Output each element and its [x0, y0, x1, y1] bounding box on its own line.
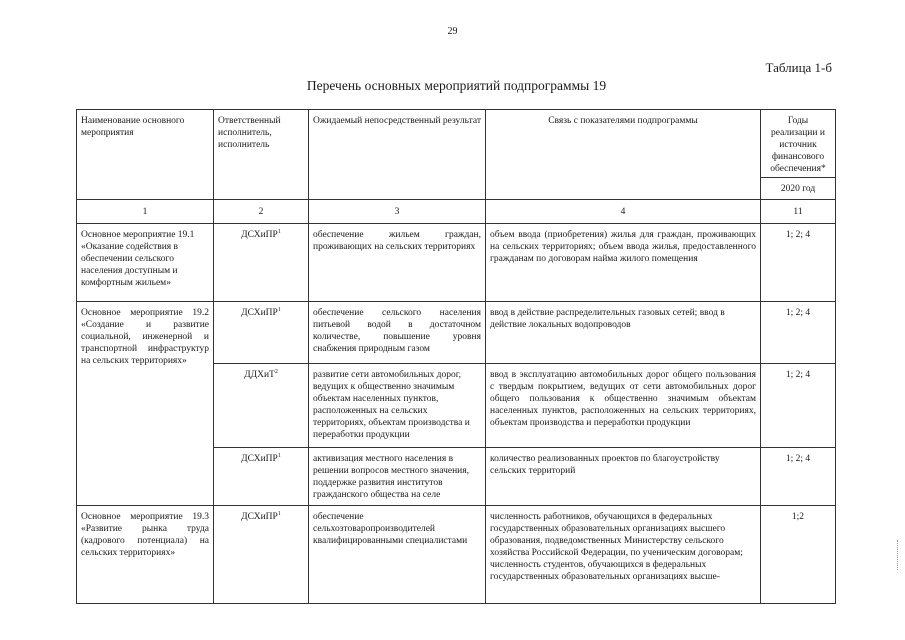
header-result: Ожидаемый непосредственный результат	[309, 110, 486, 200]
column-number: 3	[309, 200, 486, 224]
years-cell: 1;2	[761, 506, 836, 604]
executor-cell	[214, 506, 309, 604]
header-row	[77, 110, 836, 178]
result-cell: обеспечение сельхозтоваропроизводителей квалифицированными специалистами	[309, 506, 486, 604]
executor-note: 1	[277, 306, 281, 313]
years-cell: 1; 2; 4	[761, 302, 836, 364]
indicators-cell: количество реализованных проектов по благоустройству сельских территорий	[486, 448, 761, 506]
result-cell: обеспечение сельского населения питьевой водой в достаточном количестве, повышение уровня снабжения природным газом	[309, 302, 486, 364]
header-activity: Наименование основного мероприятия	[77, 110, 214, 200]
header-years: Годы реализации и источник финансового обеспечения*	[761, 110, 836, 178]
result-cell: развитие сети автомобильных дорог, ведущих к общественно значимым объектам населенных пунктов, расположенных на сельских территориях, объектам производства и переработки продукции	[309, 364, 486, 448]
activity-cell: Основное мероприятие 19.2 «Создание и развитие социальной, инженерной и транспортной инфраструктур на сельских территориях»	[77, 302, 214, 506]
table-row	[77, 224, 836, 302]
executor-note: 1	[277, 452, 281, 459]
column-number: 4	[486, 200, 761, 224]
executor-name: ДСХиПР	[241, 512, 278, 522]
column-number: 1	[77, 200, 214, 224]
years-cell: 1; 2; 4	[761, 224, 836, 302]
page-number: 29	[447, 26, 458, 37]
activity-cell: Основное мероприятие 19.3 «Развитие рынка труда (кадрового потенциала) на сельских территориях»	[77, 506, 214, 604]
header-indicators: Связь с показателями подпрограммы	[486, 110, 761, 200]
activity-cell: Основное мероприятие 19.1 «Оказание содействия в обеспечении сельского населения доступным и комфортным жильем»	[77, 224, 214, 302]
executor-note: 1	[277, 228, 281, 235]
executor-name: ДСХиПР	[241, 454, 278, 464]
executor-name: ДДХиТ	[244, 370, 275, 380]
indicators-cell: численность работников, обучающихся в федеральных государственных образовательных организациях высшего образования, подведомственных Министерству сельского хозяйства Российской Федерации, по ученическим договорам; численность студентов, обучающихся в федеральных государственных образовательных организациях высше-	[486, 506, 761, 604]
table-title: Перечень основных мероприятий подпрограммы 19	[306, 78, 607, 93]
years-cell: 1; 2; 4	[761, 448, 836, 506]
column-number: 2	[214, 200, 309, 224]
header-executor: Ответственный исполнитель, исполнитель	[214, 110, 309, 200]
indicators-cell: объем ввода (приобретения) жилья для граждан, проживающих на сельских территориях; объем ввода жилья, предоставленного гражданам по договорам найма жилого помещения	[486, 224, 761, 302]
column-numbers-row	[77, 200, 836, 224]
executor-cell	[214, 364, 309, 448]
executor-cell	[214, 302, 309, 364]
executor-note: 1	[277, 510, 281, 517]
table-row	[77, 506, 836, 604]
years-cell: 1; 2; 4	[761, 364, 836, 448]
scan-margin-mark	[897, 540, 900, 570]
result-cell: активизация местного населения в решении вопросов местного значения, поддержке развития институтов гражданского общества на селе	[309, 448, 486, 506]
executor-name: ДСХиПР	[241, 308, 278, 318]
activities-table	[76, 109, 836, 604]
table-label: Таблица 1-б	[765, 60, 832, 75]
executor-cell	[214, 224, 309, 302]
indicators-cell: ввод в действие распределительных газовых сетей; ввод в действие локальных водопроводов	[486, 302, 761, 364]
column-number: 11	[761, 200, 836, 224]
header-year-2020: 2020 год	[761, 178, 836, 200]
result-cell: обеспечение жильем граждан, проживающих на сельских территориях	[309, 224, 486, 302]
indicators-cell: ввод в эксплуатацию автомобильных дорог общего пользования с твердым покрытием, ведущих от сети автомобильных дорог общего пользования к общественно значимым объектам населенных пунктов, расположенных на сельских территориях, объектам производства и переработки продукции	[486, 364, 761, 448]
table-row	[77, 302, 836, 364]
executor-name: ДСХиПР	[241, 230, 278, 240]
executor-cell	[214, 448, 309, 506]
executor-note: 2	[274, 368, 278, 375]
